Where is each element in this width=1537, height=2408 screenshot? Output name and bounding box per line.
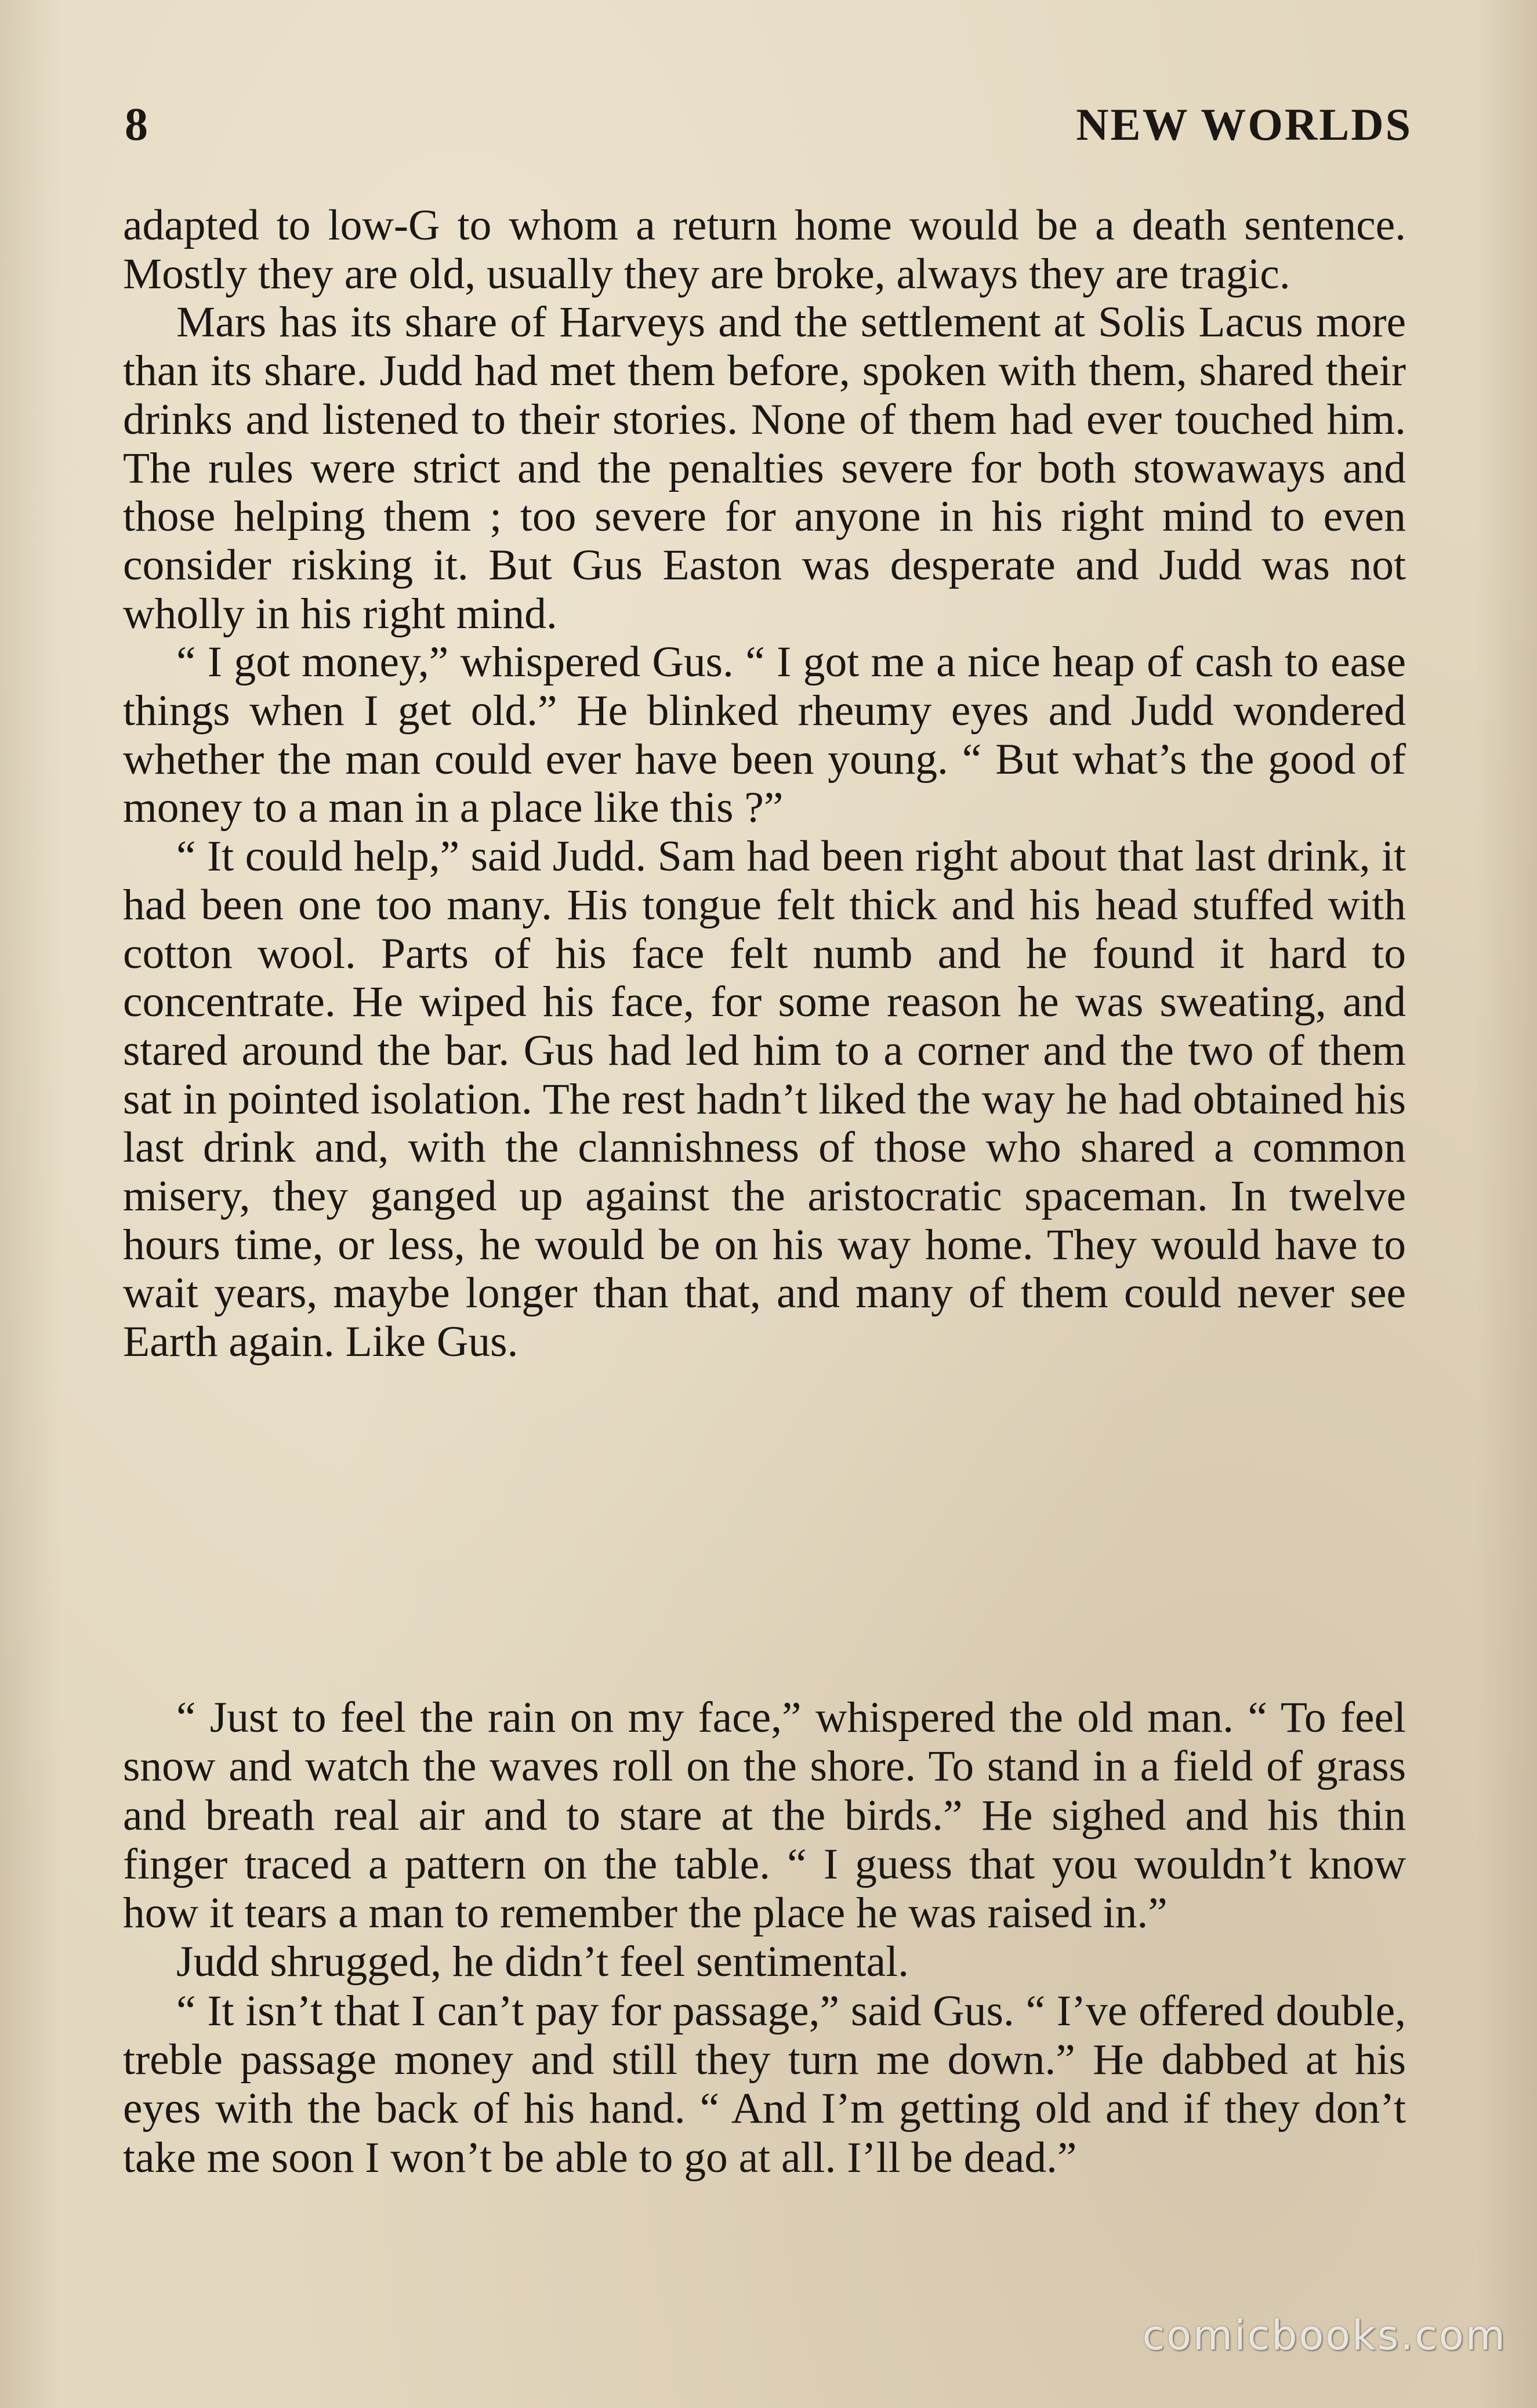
text-section-1 xyxy=(123,201,1406,1366)
paragraph: “ I got money,” whispered Gus. “ I got me a nice heap of cash to ease things when I get old.” He blinked rheumy eyes and Judd wondered whether the man could ever have been young. “ But what’s the good of money to a man in a place like this ?” xyxy=(123,638,1406,832)
paragraph: adapted to low-G to whom a return home would be a death sentence. Mostly they are old, usually they are broke, always they are tragic. xyxy=(123,201,1406,298)
paragraph: “ Just to feel the rain on my face,” whispered the old man. “ To feel snow and watch the waves roll on the shore. To stand in a field of grass and breath real air and to stare at the birds.” He sighed and his thin finger traced a pattern on the table. “ I guess that you wouldn’t know how it tears a man to remember the place he was raised in.” xyxy=(123,1693,1406,1938)
watermark-text: comicbooks.com xyxy=(1142,2312,1507,2359)
paragraph: Judd shrugged, he didn’t feel sentimental. xyxy=(176,1938,909,1986)
text-section-2 xyxy=(123,1693,1406,2182)
magazine-title: NEW WORLDS xyxy=(1076,99,1412,150)
running-head xyxy=(125,99,1412,162)
paragraph: “ It could help,” said Judd. Sam had been right about that last drink, it had been one too many. His tongue felt thick and his head stuffed with cotton wool. Parts of his face felt numb and he found it hard to concentrate. He wiped his face, for some reason he was sweating, and stared around the bar. Gus had led him to a corner and the two of them sat in pointed isolation. The rest hadn’t liked the way he had obtained his last drink and, with the clannishness of those who shared a common misery, they ganged up against the aristocratic spaceman. In twelve hours time, or less, he would be on his way home. They would have to wait years, maybe longer than that, and many of them could never see Earth again. Like Gus. xyxy=(123,832,1406,1366)
paragraph: “ It isn’t that I can’t pay for passage,” said Gus. “ I’ve offered double, treble passage money and still they turn me down.” He dabbed at his eyes with the back of his hand. “ And I’m getting old and if they don’t take me soon I won’t be able to go at all. I’ll be dead.” xyxy=(123,1986,1406,2182)
paragraph: Mars has its share of Harveys and the settlement at Solis Lacus more than its share. Judd had met them before, spoken with them, shared their drinks and listened to their stories. None of them had ever touched him. The rules were strict and the penalties severe for both stowaways and those helping them ; too severe for anyone in his right mind to even consider risking it. But Gus Easton was desperate and Judd was not wholly in his right mind. xyxy=(123,298,1406,638)
page-number: 8 xyxy=(125,99,148,150)
